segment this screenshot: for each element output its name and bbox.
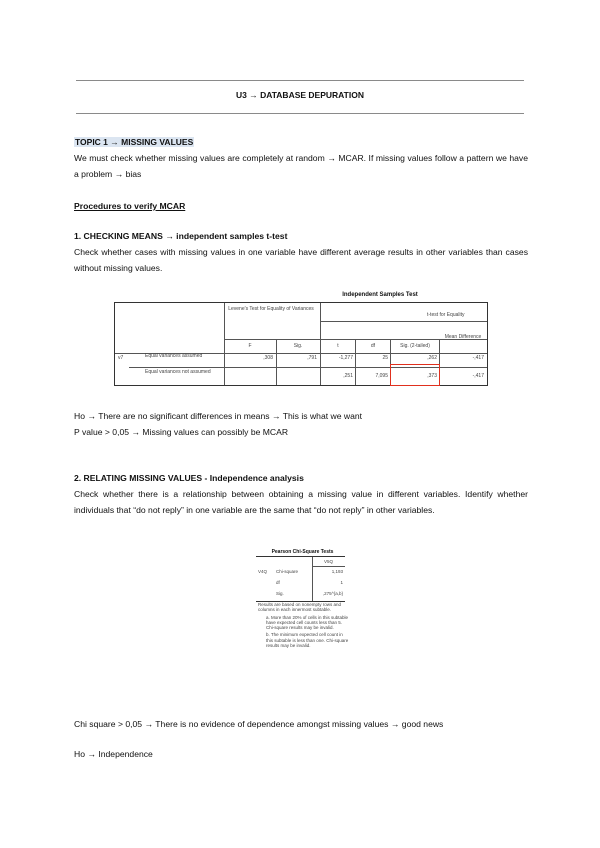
topic-intro: We must check whether missing values are completely at random → MCAR. If missing values follow a pattern we have a problem → bias [74,153,528,179]
chi-square-line: Chi square > 0,05 → There is no evidence of dependence amongst missing values → good news [74,719,444,729]
ho-means-line: Ho → There are no significant differences in means → This is what we want [74,411,363,421]
chi-row-variable: V4Q [258,569,268,574]
ttest-table-title: Independent Samples Test [342,292,418,298]
row2-sig-2tailed: ,373 [427,373,437,379]
procedures-heading: Procedures to verify MCAR [74,201,186,211]
p-value-line: P value > 0,05 → Missing values can possibly be MCAR [74,427,289,437]
col-f: F [248,343,252,349]
chi-row3-label: Sig. [276,591,284,596]
chi-table-notes [258,602,350,648]
chi-row2-label: df [276,580,280,585]
ho-independence-line: Ho → Independence [74,749,153,759]
highlight-box [390,364,440,386]
chi-col-header: V5Q [323,559,333,564]
row2-label: Equal variances not assumed [145,369,211,375]
col-mean-difference: Mean Difference [444,334,482,340]
chi-table [256,556,345,602]
chi-note-main: Results are based on nonempty rows and columns in each innermost subtable. [258,602,342,613]
levene-header: Levene's Test for Equality of Variances [228,306,314,312]
top-rule [76,80,524,81]
row1-label: Equal variances assumed [145,353,203,359]
col-df: df [370,343,376,349]
chi-row1-value: 1,193 [331,569,343,574]
section2-heading: 2. RELATING MISSING VALUES - Independence analysis [74,473,304,483]
chi-table-title: Pearson Chi-Square Tests [271,549,334,555]
row1-sig: ,791 [307,355,317,361]
row1-f: ,308 [263,355,273,361]
chi-row2-value: 1 [340,580,343,585]
col-sig: Sig. [293,343,303,349]
chi-row1-label: Chi-square [276,569,299,574]
row1-mean-difference: -,417 [472,355,484,361]
row1-df: 25 [382,355,388,361]
ttest-header: t-test for Equality [427,312,465,318]
chi-note-a: a. More than 20% of cells in this subtable have expected cell counts less than 5. Chi-square results may be invalid. [266,614,349,631]
row2-mean-difference: -,417 [472,373,484,379]
page-title: U3 → DATABASE DEPURATION [236,90,364,100]
row1-t: -1,277 [338,355,353,361]
row2-t: ,251 [343,373,353,379]
section1-body: Check whether cases with missing values in one variable have different average results in other variables than cases without missing values. [74,247,528,273]
col-t: t [337,343,339,349]
col-sig-2tailed: Sig. (2-tailed) [400,343,430,349]
chi-row3-value: ,275^{a,b} [322,591,343,596]
row2-df: 7,095 [375,373,388,379]
title-rule [76,113,524,114]
chi-note-b: b. The minimum expected cell count in this subtable is less than one. Chi-square results may be invalid. [266,632,349,649]
row1-sig-2tailed: ,262 [427,355,437,361]
section1-heading: 1. CHECKING MEANS → independent samples t-test [74,231,288,241]
row-variable: v7 [118,355,124,361]
topic-heading: TOPIC 1 → MISSING VALUES [75,137,194,147]
section2-body: Check whether there is a relationship between obtaining a missing value in different variables. Identify whether individuals that “do not reply” in one variable are the same that “do not reply” in other variables. [74,489,528,515]
